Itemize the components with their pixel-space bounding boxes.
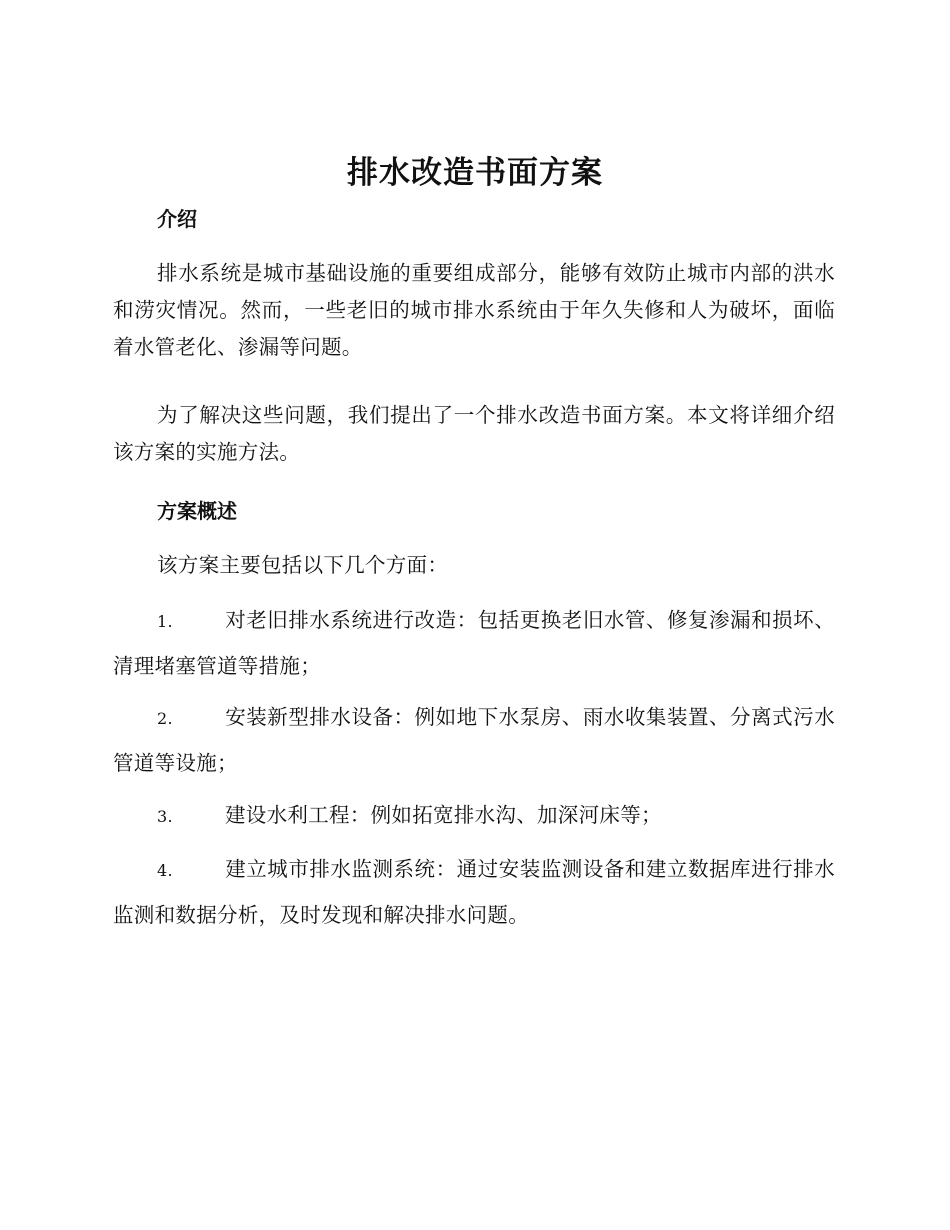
document-title: 排水改造书面方案 — [347, 155, 603, 191]
list-item-text: 安装新型排水设备：例如地下水泵房、雨水收集装置、分离式污水管道等设施； — [113, 705, 835, 775]
list-item-4 — [113, 847, 835, 937]
intro-paragraph-2: 为了解决这些问题，我们提出了一个排水改造书面方案。本文将详细介绍该方案的实施方法。 — [113, 403, 835, 464]
list-item-text: 建设水利工程：例如拓宽排水沟、加深河床等； — [225, 803, 662, 827]
section-heading-overview: 方案概述 — [157, 499, 237, 523]
list-item-number: 4. — [157, 861, 173, 880]
overview-intro: 该方案主要包括以下几个方面： — [157, 553, 449, 577]
list-item-number: 2. — [157, 709, 173, 728]
list-item-number: 1. — [157, 612, 173, 631]
list-item-1 — [113, 598, 835, 688]
intro-paragraph-1: 排水系统是城市基础设施的重要组成部分，能够有效防止城市内部的洪水和涝灾情况。然而，一些老旧的城市排水系统由于年久失修和人为破坏，面临着水管老化、渗漏等问题。 — [113, 261, 835, 359]
list-item-2 — [113, 695, 835, 785]
list-item-number: 3. — [157, 807, 173, 826]
section-heading-intro: 介绍 — [157, 207, 197, 231]
list-item-text: 对老旧排水系统进行改造：包括更换老旧水管、修复渗漏和损坏、清理堵塞管道等措施； — [113, 608, 835, 678]
list-item-text: 建立城市排水监测系统：通过安装监测设备和建立数据库进行排水监测和数据分析，及时发现和解决排水问题。 — [113, 857, 835, 927]
list-item-3 — [113, 793, 835, 839]
